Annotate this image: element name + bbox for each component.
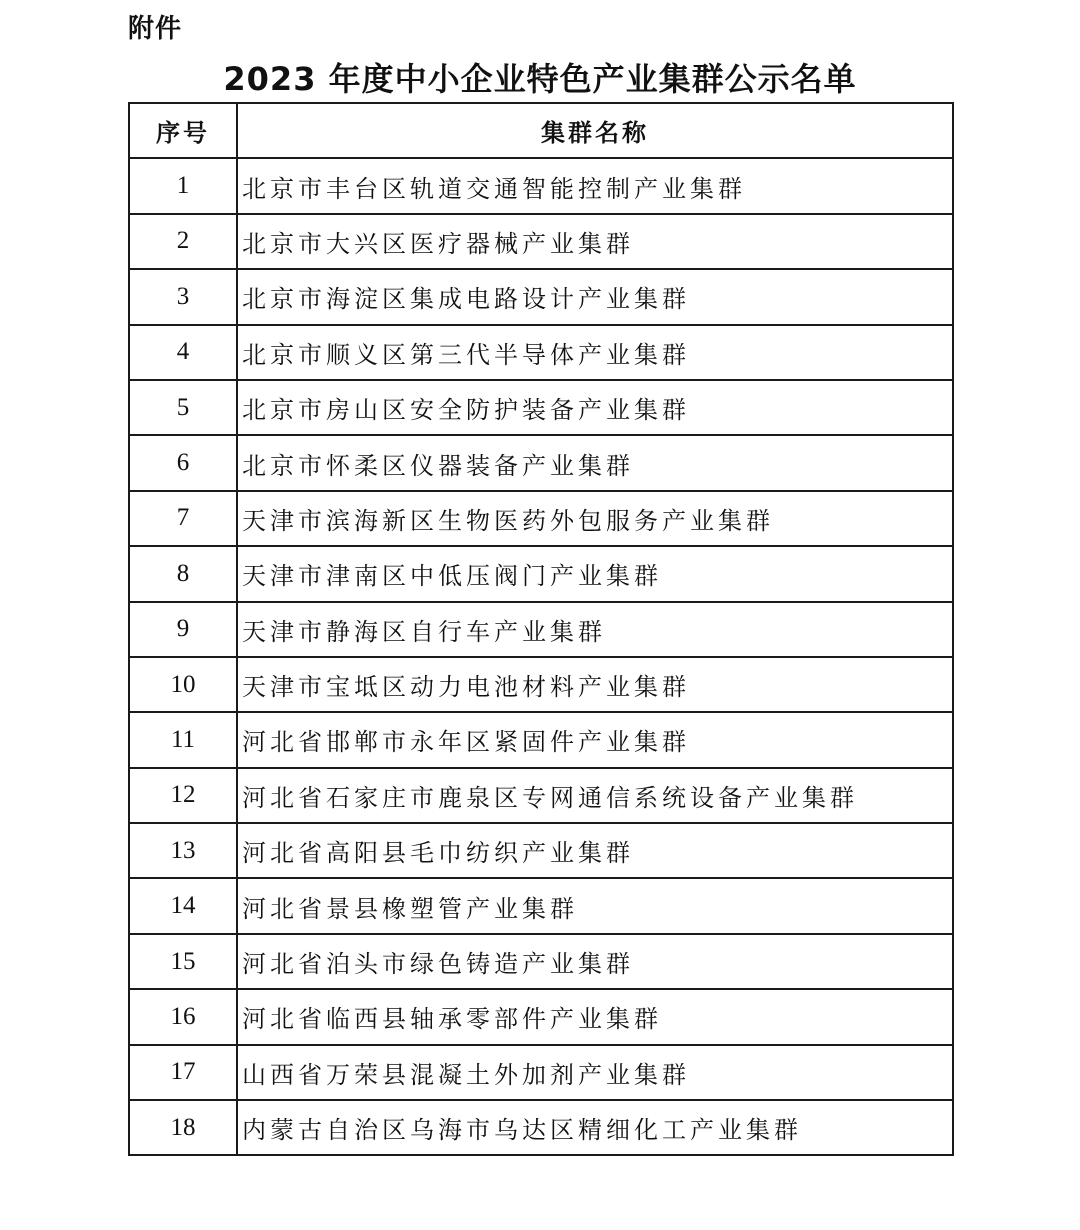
row-index: 12 xyxy=(129,768,237,823)
table-row xyxy=(129,878,953,933)
row-index: 10 xyxy=(129,657,237,712)
row-cluster-name: 天津市滨海新区生物医药外包服务产业集群 xyxy=(237,491,953,546)
table-row xyxy=(129,214,953,269)
table-row xyxy=(129,269,953,324)
row-index: 14 xyxy=(129,878,237,933)
table-row xyxy=(129,435,953,490)
row-cluster-name: 河北省临西县轴承零部件产业集群 xyxy=(237,989,953,1044)
row-cluster-name: 河北省景县橡塑管产业集群 xyxy=(237,878,953,933)
table-row xyxy=(129,934,953,989)
row-index: 1 xyxy=(129,158,237,213)
row-cluster-name: 山西省万荣县混凝土外加剂产业集群 xyxy=(237,1045,953,1100)
row-cluster-name: 北京市怀柔区仪器装备产业集群 xyxy=(237,435,953,490)
row-index: 17 xyxy=(129,1045,237,1100)
row-cluster-name: 北京市顺义区第三代半导体产业集群 xyxy=(237,325,953,380)
row-cluster-name: 北京市丰台区轨道交通智能控制产业集群 xyxy=(237,158,953,213)
table-row xyxy=(129,823,953,878)
row-index: 18 xyxy=(129,1100,237,1155)
row-index: 6 xyxy=(129,435,237,490)
row-cluster-name: 内蒙古自治区乌海市乌达区精细化工产业集群 xyxy=(237,1100,953,1155)
row-cluster-name: 河北省邯郸市永年区紧固件产业集群 xyxy=(237,712,953,767)
table-row xyxy=(129,1100,953,1155)
table-row xyxy=(129,989,953,1044)
row-index: 13 xyxy=(129,823,237,878)
row-cluster-name: 北京市海淀区集成电路设计产业集群 xyxy=(237,269,953,324)
table-row xyxy=(129,546,953,601)
row-index: 16 xyxy=(129,989,237,1044)
row-cluster-name: 天津市宝坻区动力电池材料产业集群 xyxy=(237,657,953,712)
table-row xyxy=(129,325,953,380)
row-cluster-name: 河北省泊头市绿色铸造产业集群 xyxy=(237,934,953,989)
row-cluster-name: 河北省高阳县毛巾纺织产业集群 xyxy=(237,823,953,878)
cluster-list-table xyxy=(128,102,954,1156)
row-index: 15 xyxy=(129,934,237,989)
table-row xyxy=(129,1045,953,1100)
row-cluster-name: 北京市房山区安全防护装备产业集群 xyxy=(237,380,953,435)
header-cluster-name: 集群名称 xyxy=(237,103,953,158)
table-row xyxy=(129,602,953,657)
row-index: 5 xyxy=(129,380,237,435)
row-index: 7 xyxy=(129,491,237,546)
row-cluster-name: 北京市大兴区医疗器械产业集群 xyxy=(237,214,953,269)
row-index: 3 xyxy=(129,269,237,324)
row-index: 2 xyxy=(129,214,237,269)
attachment-label: 附件 xyxy=(128,14,183,44)
header-index: 序号 xyxy=(129,103,237,158)
row-cluster-name: 天津市静海区自行车产业集群 xyxy=(237,602,953,657)
row-index: 8 xyxy=(129,546,237,601)
row-cluster-name: 河北省石家庄市鹿泉区专网通信系统设备产业集群 xyxy=(237,768,953,823)
table-header-row xyxy=(129,103,953,158)
document-title: 2023 年度中小企业特色产业集群公示名单 xyxy=(223,60,857,98)
row-index: 4 xyxy=(129,325,237,380)
table-row xyxy=(129,491,953,546)
row-cluster-name: 天津市津南区中低压阀门产业集群 xyxy=(237,546,953,601)
row-index: 9 xyxy=(129,602,237,657)
table-row xyxy=(129,712,953,767)
table-row xyxy=(129,158,953,213)
table-row xyxy=(129,657,953,712)
table-row xyxy=(129,380,953,435)
row-index: 11 xyxy=(129,712,237,767)
table-row xyxy=(129,768,953,823)
